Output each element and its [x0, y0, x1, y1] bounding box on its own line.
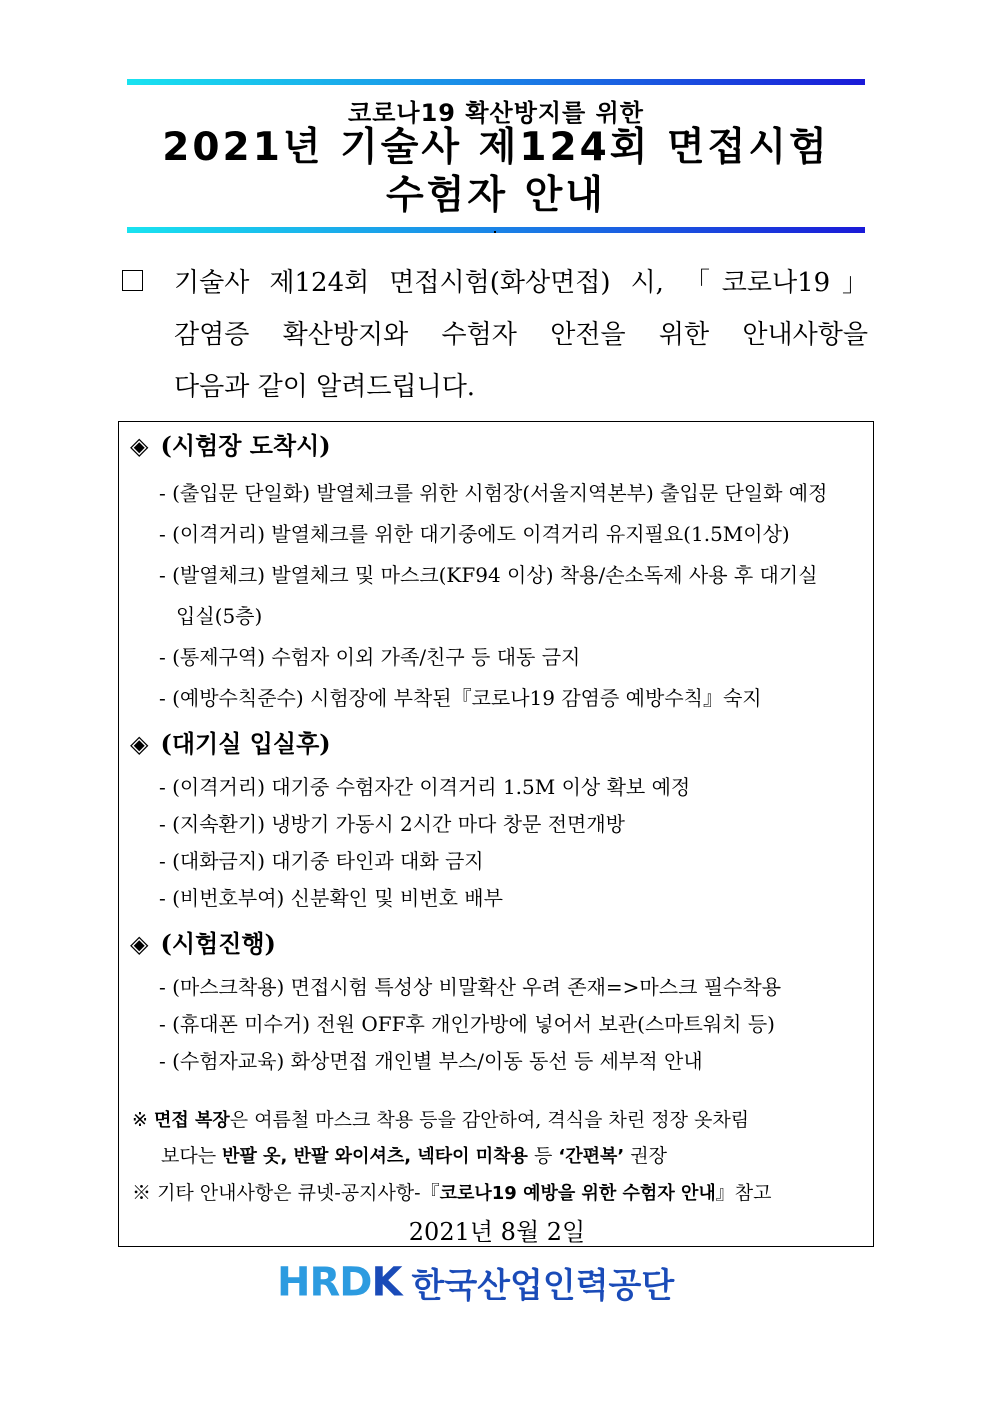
list-item: - (이격거리) 대기중 수험자간 이격거리 1.5M 이상 확보 예정: [159, 775, 691, 799]
diamond-icon: ◈: [130, 432, 149, 460]
notice-panel: [118, 421, 874, 1247]
list-item: - (통제구역) 수험자 이외 가족/친구 등 대동 금지: [159, 645, 581, 669]
organization-name: 한국산업인력공단: [411, 1266, 675, 1306]
page-title: [127, 124, 865, 220]
checkbox-square-icon: [122, 270, 143, 291]
section-waiting-room-heading: ◈ (대기실 입실후): [130, 729, 331, 758]
bar-dot: [494, 231, 496, 233]
title-line-2: 수험자 안내: [386, 173, 606, 218]
title-bottom-bar: [127, 227, 865, 233]
title-line-1: 2021년 기술사 제124회 면접시험: [162, 125, 830, 170]
title-top-bar: [127, 79, 865, 85]
dress-code-note-line-2: 보다는 반팔 옷, 반팔 와이셔츠, 넥타이 미착용 등 ‘간편복’ 권장: [161, 1145, 667, 1167]
intro-line-1: 기술사 제124회 면접시험(화상면접) 시, 「코로나19」: [174, 268, 868, 298]
notice-date: 2021년 8월 2일: [408, 1218, 586, 1246]
list-item: - (지속환기) 냉방기 가동시 2시간 마다 창문 전면개방: [159, 812, 625, 836]
list-item: - (비번호부여) 신분확인 및 비번호 배부: [159, 886, 503, 910]
list-item: - (휴대폰 미수거) 전원 OFF후 개인가방에 넣어서 보관(스마트워치 등): [159, 1012, 775, 1036]
dress-code-note-line-1: ※ 면접 복장은 여름철 마스크 착용 등을 감안하여, 격식을 차린 정장 옷차림: [132, 1109, 750, 1131]
list-item: - (마스크착용) 면접시험 특성상 비말확산 우려 존재=>마스크 필수착용: [159, 975, 782, 999]
diamond-icon: ◈: [130, 730, 149, 758]
list-item-continuation: 입실(5층): [176, 604, 263, 628]
hrdk-logo-mark: HRDK: [277, 1259, 402, 1306]
list-item: - (발열체크) 발열체크 및 마스크(KF94 이상) 착용/손소독제 사용 후 대기실: [159, 563, 818, 587]
list-item: - (예방수칙준수) 시험장에 부착된『코로나19 감염증 예방수칙』숙지: [159, 686, 762, 710]
list-item: - (출입문 단일화) 발열체크를 위한 시험장(서울지역본부) 출입문 단일화 예정: [159, 481, 828, 505]
hrdk-logo: [277, 1258, 675, 1306]
intro-line-3: 다음과 같이 알려드립니다.: [174, 372, 476, 402]
page-subtitle: 코로나19 확산방지를 위한: [348, 99, 644, 127]
reference-mark-icon: ※: [132, 1109, 148, 1131]
section-exam-progress-heading: ◈ (시험진행): [130, 929, 276, 958]
list-item: - (이격거리) 발열체크를 위한 대기중에도 이격거리 유지필요(1.5M이상): [159, 522, 790, 546]
list-item: - (대화금지) 대기중 타인과 대화 금지: [159, 849, 484, 873]
diamond-icon: ◈: [130, 930, 149, 958]
intro-line-2: 감염증 확산방지와 수험자 안전을 위한 안내사항을: [174, 320, 868, 350]
section-arrival-heading: ◈ (시험장 도착시): [130, 431, 331, 460]
list-item: - (수험자교육) 화상면접 개인별 부스/이동 동선 등 세부적 안내: [159, 1049, 703, 1073]
other-info-note: ※ 기타 안내사항은 큐넷-공지사항-『코로나19 예방을 위한 수험자 안내』참고: [132, 1182, 772, 1204]
reference-mark-icon: ※: [132, 1182, 152, 1204]
